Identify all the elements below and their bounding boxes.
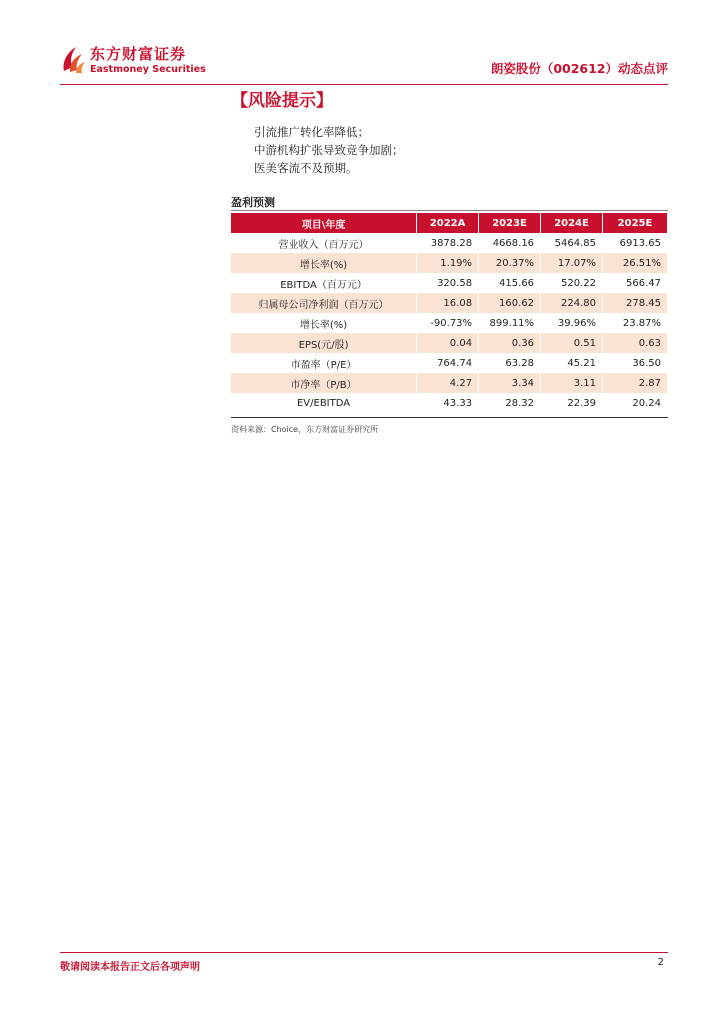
data-source-note: 资料来源：Choice，东方财富证券研究所 [231,425,379,434]
table-cell: 4668.16 [479,233,541,253]
logo-name-en: Eastmoney Securities [90,64,206,75]
risk-list [254,123,404,177]
risk-item: 引流推广转化率降低； [254,125,369,139]
column-header: 2025E [603,213,668,233]
document-title: 朗姿股份（002612）动态点评 [490,61,668,76]
table-cell: 4.27 [417,373,479,393]
table-cell: 278.45 [603,293,668,313]
table-cell: 2.87 [603,373,668,393]
table-cell: 3878.28 [417,233,479,253]
row-label: EPS(元/股) [231,333,417,353]
table-bottom-rule [231,417,668,418]
footer-divider [60,952,668,953]
table-row [231,293,668,313]
table-cell: 26.51% [603,253,668,273]
row-label: 增长率(%) [231,313,417,333]
row-label: 市盈率（P/E） [231,353,417,373]
eastmoney-logo-icon [60,45,86,75]
table-cell: 6913.65 [603,233,668,253]
table-cell: 566.47 [603,273,668,293]
logo-name-cn: 东方财富证券 [90,45,187,63]
table-cell: 3.34 [479,373,541,393]
table-cell: 224.80 [541,293,603,313]
table-row [231,353,668,373]
table-cell: 1.19% [417,253,479,273]
table-cell: 320.58 [417,273,479,293]
table-row [231,373,668,393]
table-row [231,233,668,253]
section-divider [231,210,668,211]
table-cell: 23.87% [603,313,668,333]
page-number: 2 [657,957,664,968]
row-label: 归属母公司净利润（百万元） [231,293,417,313]
table-cell: 17.07% [541,253,603,273]
table-cell: 0.36 [479,333,541,353]
risk-section-title: 【风险提示】 [231,91,333,111]
table-row [231,313,668,333]
column-header: 2022A [417,213,479,233]
risk-item: 医美客流不及预期。 [254,161,358,175]
table-cell: 764.74 [417,353,479,373]
forecast-section-title: 盈利预测 [231,196,275,209]
table-cell: -90.73% [417,313,479,333]
table-cell: 520.22 [541,273,603,293]
table-header-row [231,213,668,233]
table-cell: 16.08 [417,293,479,313]
column-header: 2024E [541,213,603,233]
row-label: 增长率(%) [231,253,417,273]
table-row [231,253,668,273]
column-header: 项目\年度 [231,213,417,233]
table-cell: 3.11 [541,373,603,393]
table-cell: 39.96% [541,313,603,333]
table-cell: 43.33 [417,393,479,413]
row-label: 营业收入（百万元） [231,233,417,253]
table-cell: 22.39 [541,393,603,413]
table-cell: 415.66 [479,273,541,293]
page-header [60,45,668,85]
table-cell: 899.11% [479,313,541,333]
table-row [231,333,668,353]
row-label: EV/EBITDA [231,393,417,413]
table-row [231,273,668,293]
row-label: 市净率（P/B） [231,373,417,393]
table-cell: 20.37% [479,253,541,273]
row-label: EBITDA（百万元） [231,273,417,293]
forecast-table [231,213,668,413]
table-row [231,393,668,413]
table-cell: 45.21 [541,353,603,373]
risk-item: 中游机构扩张导致竞争加剧； [254,143,404,157]
table-cell: 28.32 [479,393,541,413]
table-cell: 5464.85 [541,233,603,253]
footer-disclaimer: 敬请阅读本报告正文后各项声明 [60,962,200,973]
header-divider [60,84,668,85]
eastmoney-logo [60,45,206,76]
column-header: 2023E [479,213,541,233]
table-cell: 36.50 [603,353,668,373]
table-cell: 0.63 [603,333,668,353]
table-cell: 20.24 [603,393,668,413]
table-cell: 160.62 [479,293,541,313]
table-cell: 0.51 [541,333,603,353]
table-cell: 63.28 [479,353,541,373]
table-cell: 0.04 [417,333,479,353]
